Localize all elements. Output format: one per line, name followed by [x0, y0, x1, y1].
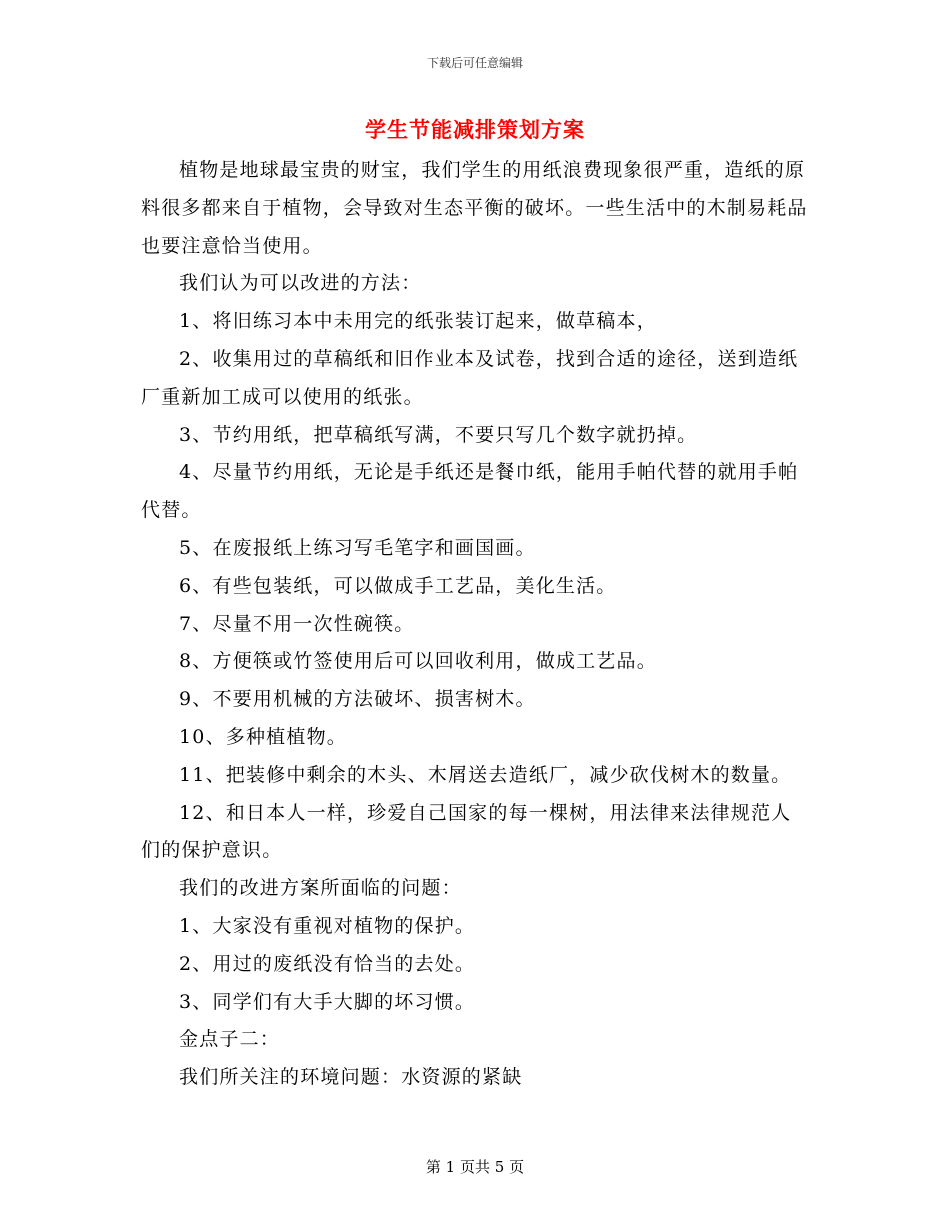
- intro-paragraph: 植物是地球最宝贵的财宝，我们学生的用纸浪费现象很严重，造纸的原料很多都来自于植物，会导致对生态平衡的破坏。一些生活中的木制易耗品也要注意恰当使用。: [141, 159, 808, 257]
- method-item-11: 11、把装修中剩余的木头、木屑送去造纸厂，减少砍伐树木的数量。: [179, 763, 792, 786]
- method-item-7: 7、尽量不用一次性碗筷。: [179, 612, 415, 635]
- page-header-note: 下载后可任意编辑: [426, 56, 523, 70]
- methods-heading: 我们认为可以改进的方法：: [179, 272, 422, 295]
- document-title: 学生节能减排策划方案: [365, 117, 585, 142]
- problems-heading: 我们的改进方案所面临的问题：: [179, 877, 462, 900]
- method-item-1: 1、将旧练习本中未用完的纸张装订起来，做草稿本，: [179, 310, 657, 333]
- method-item-5: 5、在废报纸上练习写毛笔字和画国画。: [179, 536, 536, 559]
- page-footer: 第 1 页共 5 页: [425, 1158, 525, 1176]
- method-item-2: 2、收集用过的草稿纸和旧作业本及试卷，找到合适的途径，送到造纸厂重新加工成可以使用的纸张。: [141, 347, 799, 408]
- method-item-8: 8、方便筷或竹签使用后可以回收利用，做成工艺品。: [179, 650, 657, 673]
- section-heading-idea-2: 金点子二：: [179, 1028, 281, 1051]
- document-body: [141, 152, 809, 1097]
- method-item-10: 10、多种植植物。: [179, 725, 347, 748]
- method-item-6: 6、有些包装纸，可以做成手工艺品，美化生活。: [179, 574, 617, 597]
- method-item-4: 4、尽量节约用纸，无论是手纸还是餐巾纸，能用手帕代替的就用手帕代替。: [141, 461, 799, 522]
- method-item-12: 12、和日本人一样，珍爱自己国家的每一棵树，用法律来法律规范人们的保护意识。: [141, 801, 792, 862]
- focus-issue-line: 我们所关注的环境问题：水资源的紧缺: [179, 1066, 523, 1089]
- method-item-9: 9、不要用机械的方法破坏、损害树木。: [179, 688, 536, 711]
- problem-item-2: 2、用过的废纸没有恰当的去处。: [179, 952, 476, 975]
- problem-item-1: 1、大家没有重视对植物的保护。: [179, 914, 476, 937]
- method-item-3: 3、节约用纸，把草稿纸写满，不要只写几个数字就扔掉。: [179, 423, 698, 446]
- problem-item-3: 3、同学们有大手大脚的坏习惯。: [179, 990, 476, 1013]
